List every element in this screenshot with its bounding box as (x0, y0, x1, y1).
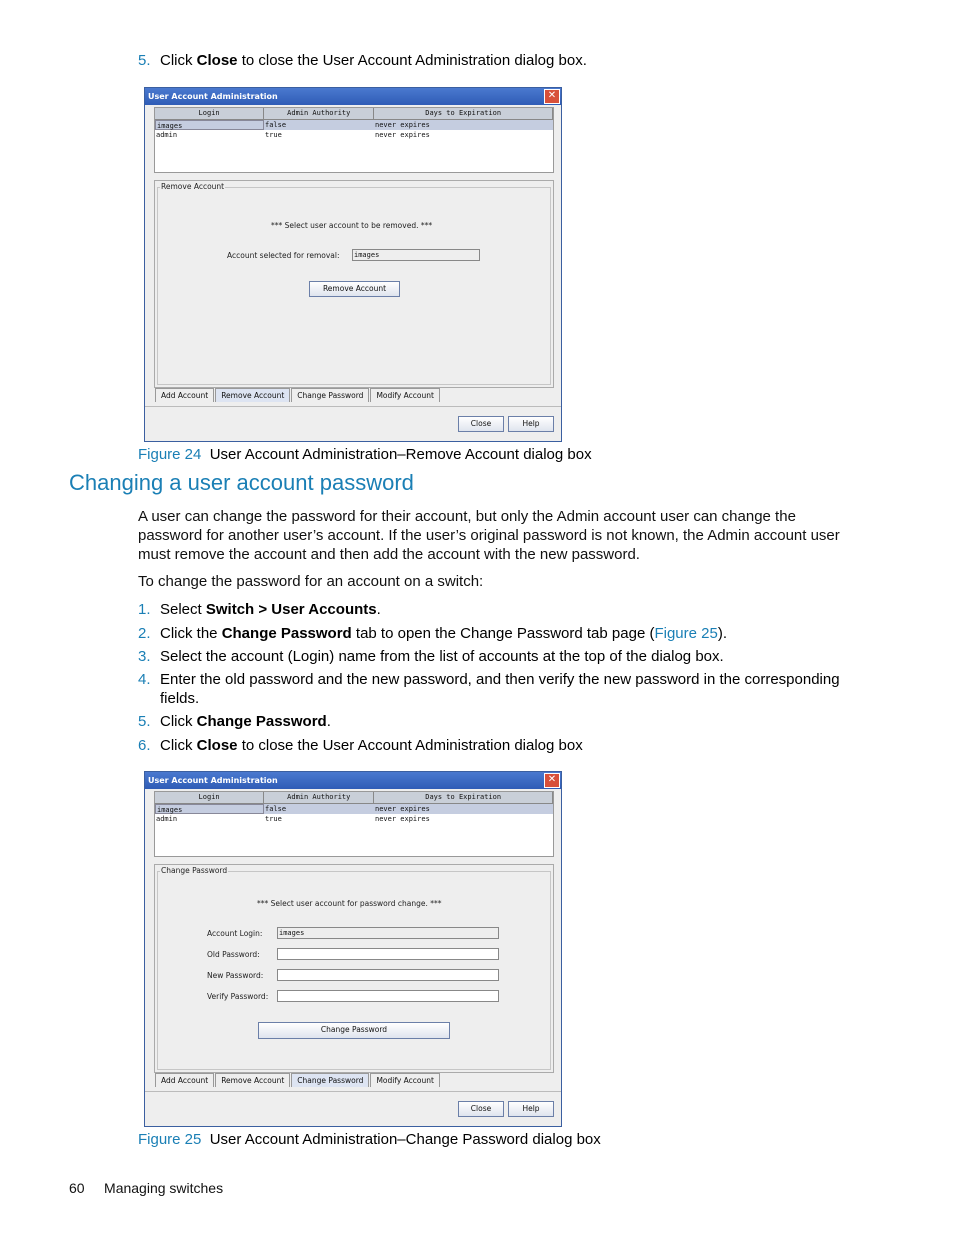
accounts-table (154, 791, 554, 857)
column-header-admin[interactable]: Admin Authority (264, 792, 374, 803)
tab-change-password[interactable]: Change Password (291, 388, 369, 402)
paragraph-steps-intro: To change the password for an account on a switch: (138, 573, 484, 590)
figure-24-caption: Figure 24 User Account Administration–Remove Account dialog box (138, 446, 592, 463)
tab-change-password[interactable]: Change Password (291, 1073, 369, 1087)
section-title: Changing a user account password (69, 470, 414, 495)
close-button[interactable]: Close (458, 1101, 504, 1117)
account-login-label: Account Login: (207, 929, 263, 938)
verify-password-input[interactable] (277, 990, 499, 1002)
table-row[interactable]: images false never expires (155, 804, 553, 814)
account-selected-field[interactable]: images (352, 249, 480, 261)
change-hint: *** Select user account for password change. *** (257, 899, 442, 908)
remove-account-panel (154, 180, 554, 388)
remove-account-button[interactable]: Remove Account (309, 281, 400, 297)
dialog-change-password (144, 771, 562, 1127)
table-row[interactable]: admin true never expires (156, 131, 430, 139)
column-header-login[interactable]: Login (155, 108, 264, 119)
new-password-label: New Password: (207, 971, 264, 980)
close-icon[interactable]: ✕ (544, 89, 560, 104)
tab-modify-account[interactable]: Modify Account (370, 1073, 440, 1087)
dialog-title: User Account Administration (148, 92, 278, 101)
table-row[interactable]: admin true never expires (156, 815, 430, 823)
tab-add-account[interactable]: Add Account (155, 388, 214, 402)
dialog-titlebar (145, 772, 561, 789)
accounts-table (154, 107, 554, 173)
paragraph-intro: A user can change the password for their account, but only the Admin account user can change the password for another user’s account. If the user’s original password is not known, the Admin account user must remove the account and then add the account with the new password. (138, 508, 840, 563)
figure-25-caption: Figure 25 User Account Administration–Change Password dialog box (138, 1131, 601, 1148)
step-2: 2. Click the Change Password tab to open the Change Password tab page (Figure 25). (138, 625, 727, 642)
dialog-titlebar (145, 88, 561, 105)
step-number: 5. (138, 52, 151, 69)
page-footer (69, 1180, 223, 1196)
close-button[interactable]: Close (458, 416, 504, 432)
step-4: 4. Enter the old password and the new password, and then verify the new password in the corresponding fields. (138, 671, 840, 707)
tab-bar (155, 388, 441, 402)
page-number: 60 (69, 1180, 85, 1196)
table-header (155, 792, 553, 804)
dialog-title: User Account Administration (148, 776, 278, 785)
step-6: 6. Click Close to close the User Account Administration dialog box (138, 737, 583, 754)
tab-modify-account[interactable]: Modify Account (370, 388, 440, 402)
dialog-remove-account (144, 87, 562, 442)
step-1: 1. Select Switch > User Accounts. (138, 601, 381, 618)
figure-25-link[interactable]: Figure 25 (654, 625, 718, 642)
close-icon[interactable]: ✕ (544, 773, 560, 788)
account-login-field[interactable]: images (277, 927, 499, 939)
column-header-login[interactable]: Login (155, 792, 264, 803)
help-button[interactable]: Help (508, 416, 554, 432)
column-header-expiration[interactable]: Days to Expiration (374, 108, 553, 119)
help-button[interactable]: Help (508, 1101, 554, 1117)
remove-hint: *** Select user account to be removed. *** (271, 221, 433, 230)
footer-section: Managing switches (104, 1180, 224, 1196)
tab-remove-account[interactable]: Remove Account (215, 388, 290, 402)
tab-bar (155, 1073, 441, 1087)
table-header (155, 108, 553, 120)
step-close-top: 5. Click Close to close the User Account Administration dialog box. (138, 52, 587, 69)
panel-title: Change Password (161, 866, 228, 875)
new-password-input[interactable] (277, 969, 499, 981)
column-header-expiration[interactable]: Days to Expiration (374, 792, 553, 803)
old-password-input[interactable] (277, 948, 499, 960)
tab-remove-account[interactable]: Remove Account (215, 1073, 290, 1087)
tab-add-account[interactable]: Add Account (155, 1073, 214, 1087)
column-header-admin[interactable]: Admin Authority (264, 108, 374, 119)
verify-password-label: Verify Password: (207, 992, 269, 1001)
panel-title: Remove Account (161, 182, 225, 191)
change-password-panel (154, 864, 554, 1073)
table-row[interactable]: images false never expires (155, 120, 553, 130)
step-3: 3. Select the account (Login) name from the list of accounts at the top of the dialog box. (138, 648, 724, 665)
change-password-button[interactable]: Change Password (258, 1022, 450, 1039)
account-selected-label: Account selected for removal: (227, 251, 340, 260)
step-5: 5. Click Change Password. (138, 713, 331, 730)
old-password-label: Old Password: (207, 950, 260, 959)
